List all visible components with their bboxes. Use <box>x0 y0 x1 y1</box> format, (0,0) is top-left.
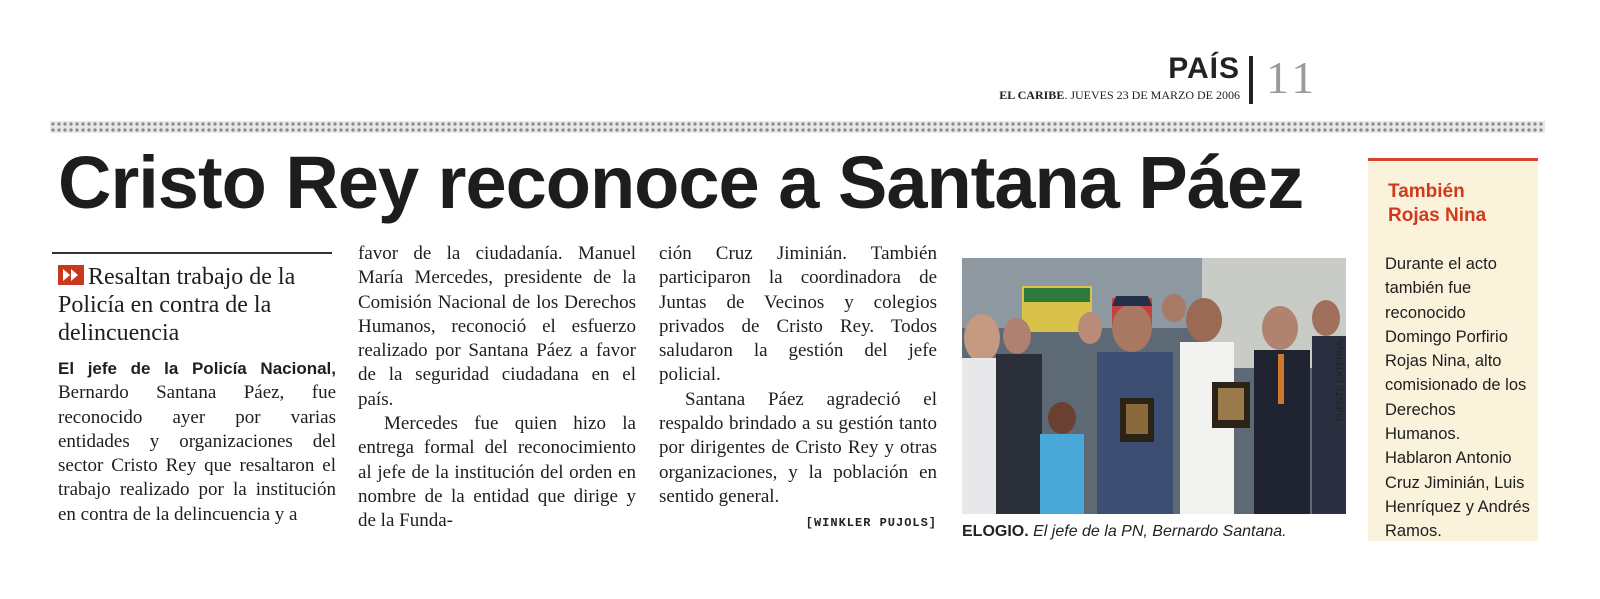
dotted-rule <box>50 121 1545 133</box>
issue-date: . JUEVES 23 DE MARZO DE 2006 <box>1064 88 1240 102</box>
headline: Cristo Rey reconoce a Santana Páez <box>58 141 1304 224</box>
section-title: PAÍS <box>1168 52 1240 85</box>
subheadline-text: Resaltan trabajo de la Policía en contra de la delincuencia <box>58 264 296 346</box>
sidebar-text <box>1385 252 1531 544</box>
sidebar-paragraph: Durante el acto también fue reconocido Domingo Porfirio Rojas Nina, alto comisionado de los Derechos Humanos. Hablaron Antonio Cruz Jiminián, Luis Henríquez y Andrés Ramos. <box>1385 255 1530 541</box>
article-column-2 <box>358 242 636 534</box>
caption-text: El jefe de la PN, Bernardo Santana. <box>1028 523 1287 540</box>
article-lead: El jefe de la Policía Nacional, <box>58 359 336 378</box>
page-number-divider <box>1249 56 1253 104</box>
subhead-rule <box>52 252 332 254</box>
sidebar-title <box>1388 180 1528 228</box>
article-column-1 <box>58 357 336 527</box>
page-number: 11 <box>1266 52 1319 103</box>
news-photo <box>962 258 1346 514</box>
photo-credit <box>1330 258 1344 514</box>
article-paragraph: Santana Páez agradeció el respaldo brindado a su gestión tanto por dirigentes de Cristo Rey y otras organizaciones, y la población en sentido general. <box>659 388 937 507</box>
byline: [WINKLER PUJOLS] <box>805 516 937 530</box>
photo-credit-text: FUENTE EXTERNA <box>1335 340 1345 422</box>
article-paragraph: Mercedes fue quien hizo la entrega formal del reconocimiento al jefe de la institución del orden en nombre de la entidad que dirige y de la Funda- <box>358 413 636 532</box>
double-arrow-icon <box>58 265 84 285</box>
article-column-3 <box>659 242 937 509</box>
article-text: Bernardo Santana Páez, fue reconocido ayer por varias entidades y organizaciones del sector Cristo Rey que resaltaron el trabajo realizado por la institución en contra de la delincuencia y a <box>58 382 336 525</box>
article-paragraph: ción Cruz Jiminián. También participaron la coordinadora de Juntas de Vecinos y colegios privados de Cristo Rey. Todos saludaron la gestión del jefe policial. <box>659 243 937 386</box>
article-paragraph: favor de la ciudadanía. Manuel María Mercedes, presidente de la Comisión Nacional de los Derechos Humanos, reconoció el esfuerzo realizado por Santana Páez a favor de la seguridad ciudadana en el país. <box>358 243 636 410</box>
dateline <box>900 88 1240 103</box>
sidebar-title-line: Rojas Nina <box>1388 205 1487 226</box>
sidebar-title-line: También <box>1388 181 1465 202</box>
photo-caption <box>962 523 1362 541</box>
subheadline <box>58 263 338 347</box>
newspaper-name: EL CARIBE <box>999 88 1065 102</box>
caption-label: ELOGIO. <box>962 523 1029 540</box>
